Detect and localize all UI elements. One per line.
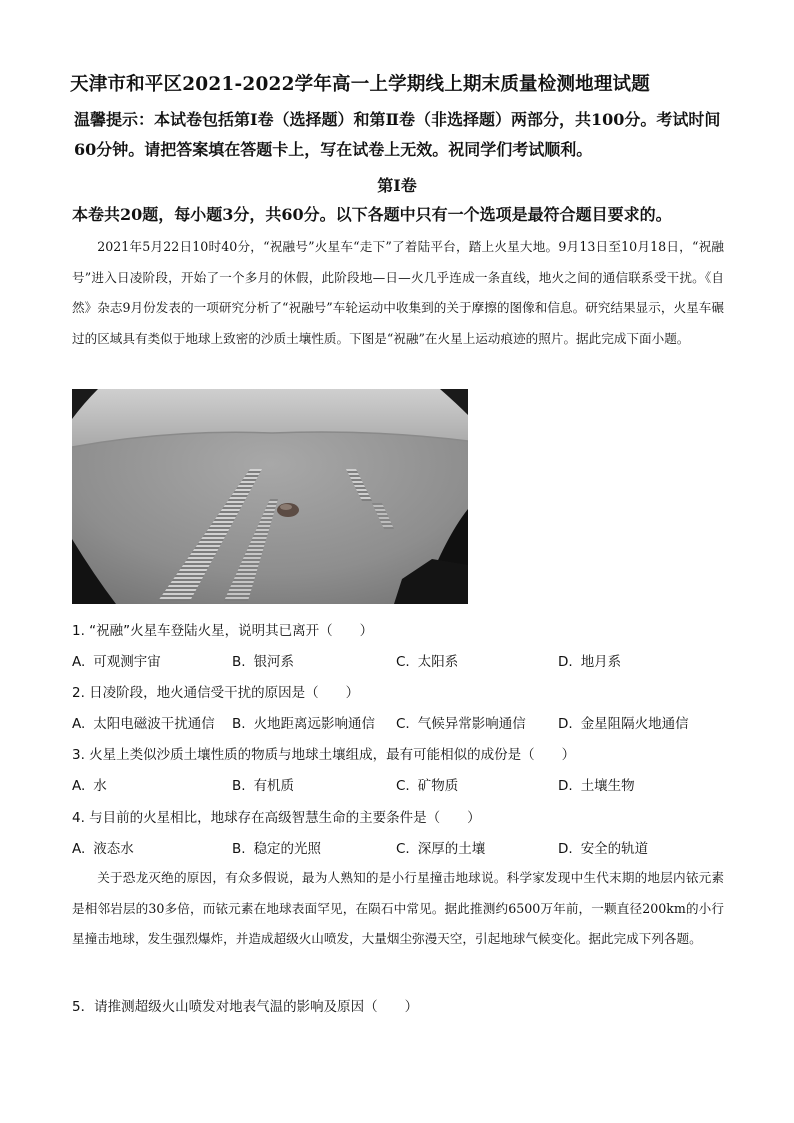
exam-title: 天津市和平区2021-2022学年高一上学期线上期末质量检测地理试题 — [70, 74, 650, 95]
reading-passage-2: 关于恐龙灭绝的原因，有众多假说，最为人熟知的是小行星撞击地球说。科学家发现中生代末期的地层内铱元素是相邻岩层的30多倍，而铱元素在地球表面罕见，在陨石中常见。据此推测约6500万年前，一颗直径200km的小行星撞击地球，发生强烈爆炸，并造成超级火山喷发，大量烟尘弥漫天空，引起地球气候变化。据此完成下列各题。 — [72, 870, 724, 946]
exam-notice: 温馨提示：本试卷包括第Ⅰ卷（选择题）和第Ⅱ卷（非选择题）两部分，共100分。考试时间60分钟。请把答案填在答题卡上，写在试卷上无效。祝同学们考试顺利。 — [74, 110, 721, 159]
question-3-stem: 3. 火星上类似沙质土壤性质的物质与地球土壤组成，最有可能相似的成份是（ ） — [72, 747, 576, 763]
question-1-stem: 1. “祝融”火星车登陆火星，说明其已离开（ ） — [72, 623, 374, 639]
mars-surface-photo-icon — [72, 389, 468, 604]
question-2-option-b[interactable]: B. 火地距离远影响通信 — [232, 716, 376, 732]
question-4-option-d[interactable]: D. 安全的轨道 — [558, 841, 649, 857]
question-3-option-a[interactable]: A. 水 — [72, 778, 107, 794]
question-1-options — [72, 650, 732, 670]
question-2-option-d[interactable]: D. 金星阻隔火地通信 — [558, 716, 689, 732]
section-instructions: 本卷共20题，每小题3分，共60分。以下各题中只有一个选项是最符合题目要求的。 — [72, 205, 672, 224]
question-1-option-d[interactable]: D. 地月系 — [558, 654, 622, 670]
question-4-options — [72, 837, 732, 857]
question-3-option-d[interactable]: D. 土壤生物 — [558, 778, 635, 794]
question-3-options — [72, 774, 732, 794]
question-1-option-c[interactable]: C. 太阳系 — [396, 654, 459, 670]
question-4-option-c[interactable]: C. 深厚的土壤 — [396, 841, 486, 857]
question-1-option-b[interactable]: B. 银河系 — [232, 654, 295, 670]
question-4-option-b[interactable]: B. 稳定的光照 — [232, 841, 322, 857]
reading-passage-1: 2021年5月22日10时40分，“祝融号”火星车“走下”了着陆平台，踏上火星大地。9月13日至10月18日，“祝融号”进入日凌阶段，开始了一个多月的休假，此阶段地—日—火几乎连成一条直线，地火之间的通信联系受干扰。《自然》杂志9月份发表的一项研究分析了“祝融号”车轮运动中收集到的关于摩擦的图像和信息。研究结果显示，火星车碾过的区域具有类似于地球上致密的沙质土壤性质。下图是“祝融”在火星上运动痕迹的照片。据此完成下面小题。 — [72, 239, 724, 346]
question-4-stem: 4. 与目前的火星相比，地球存在高级智慧生命的主要条件是（ ） — [72, 810, 481, 826]
question-2-option-c[interactable]: C. 气候异常影响通信 — [396, 716, 526, 732]
question-2-option-a[interactable]: A. 太阳电磁波干扰通信 — [72, 716, 215, 732]
question-4-option-a[interactable]: A. 液态水 — [72, 841, 134, 857]
question-2-options — [72, 712, 732, 732]
question-2-stem: 2. 日凌阶段，地火通信受干扰的原因是（ ） — [72, 685, 360, 701]
section-heading: 第Ⅰ卷 — [377, 176, 417, 195]
question-3-option-b[interactable]: B. 有机质 — [232, 778, 295, 794]
question-3-option-c[interactable]: C. 矿物质 — [396, 778, 459, 794]
question-5-stem: 5．请推测超级火山喷发对地表气温的影响及原因（ ） — [72, 999, 419, 1015]
question-1-option-a[interactable]: A. 可观测宇宙 — [72, 654, 161, 670]
